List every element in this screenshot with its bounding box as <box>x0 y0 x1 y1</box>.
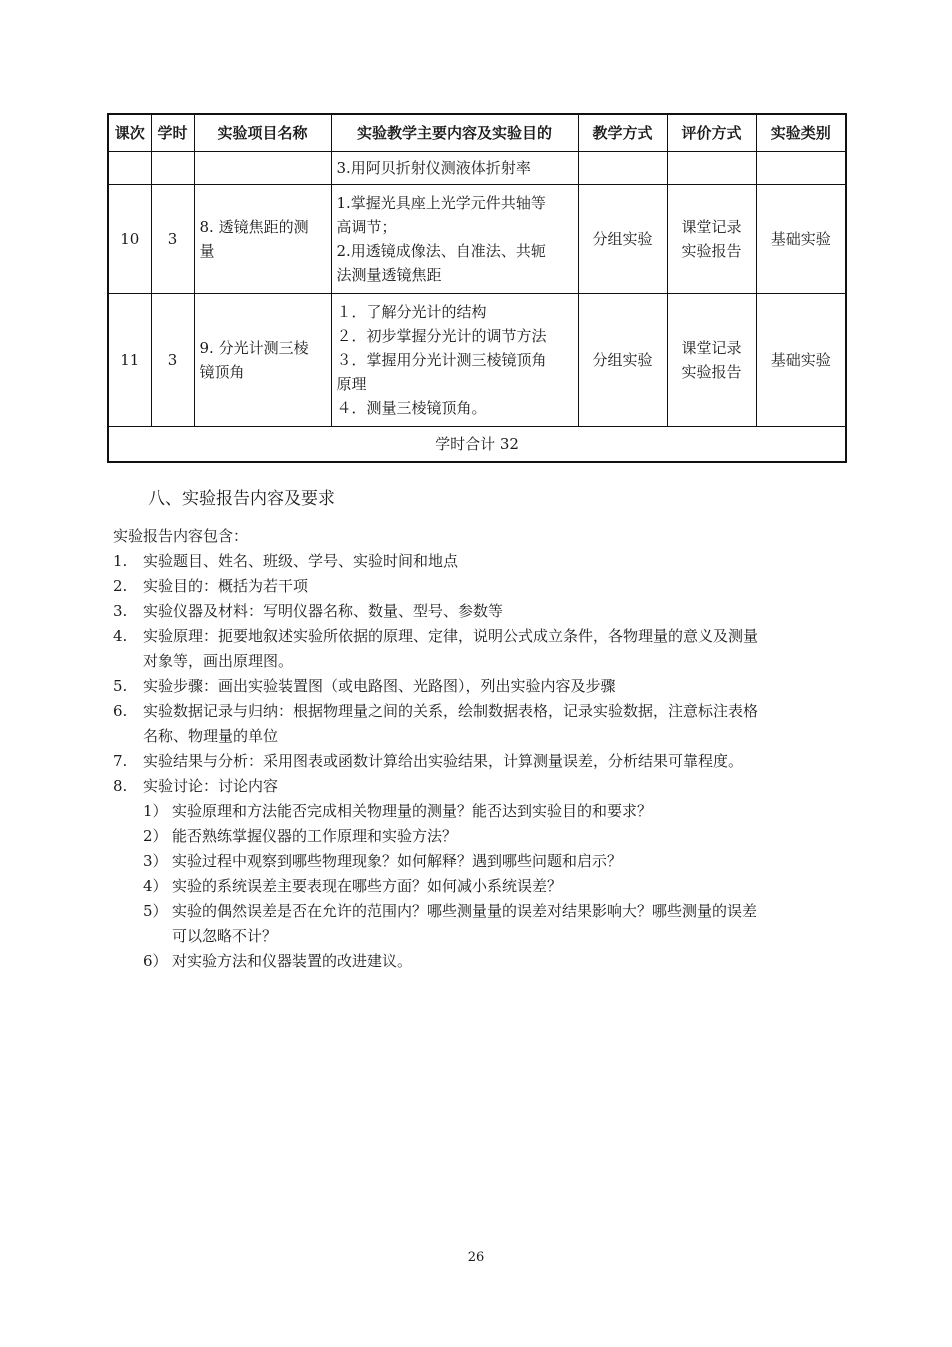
table-row <box>108 152 846 185</box>
sub-list-item <box>113 824 843 849</box>
list-item-text: 实验目的：概括为若干项 <box>143 577 309 595</box>
name-line: 镜顶角 <box>199 363 245 381</box>
sub-item-text: 实验原理和方法能否完成相关物理量的测量？能否达到实验目的和要求？ <box>172 802 653 820</box>
content-line: ４．测量三棱镜顶角。 <box>336 399 487 417</box>
sub-item-text: 实验过程中观察到哪些物理现象？如何解释？遇到哪些问题和启示？ <box>172 852 623 870</box>
list-item-text: 实验步骤：画出实验装置图（或电路图、光路图），列出实验内容及步骤 <box>143 677 616 695</box>
sub-item-text: 实验的偶然误差是否在允许的范围内？哪些测量量的误差对结果影响大？哪些测量的误差 <box>172 902 758 920</box>
page-number: 26 <box>467 1250 485 1265</box>
name-line: 9. 分光计测三棱 <box>199 339 309 357</box>
cell-evaluation <box>667 294 756 427</box>
list-item-text: 对象等，画出原理图。 <box>143 652 294 670</box>
content-line: 1.掌握光具座上光学元件共轴等 <box>336 194 546 212</box>
cell-evaluation <box>667 185 756 294</box>
list-item <box>113 674 843 699</box>
sub-item-text: 可以忽略不计？ <box>172 927 278 945</box>
list-item-number: 6. <box>113 702 128 720</box>
cell-content <box>331 152 578 185</box>
header-content: 实验教学主要内容及实验目的 <box>331 114 578 152</box>
list-item-text: 实验原理：扼要地叙述实验所依据的原理、定律，说明公式成立条件，各物理量的意义及测量 <box>143 627 759 645</box>
list-item <box>113 549 843 574</box>
list-item <box>113 599 843 624</box>
list-item-number: 1. <box>113 552 128 570</box>
list-item-text: 实验题目、姓名、班级、学号、实验时间和地点 <box>143 552 459 570</box>
content-line: 高调节； <box>336 218 397 236</box>
header-hours: 学时 <box>151 114 194 152</box>
list-item-number: 8. <box>113 777 128 795</box>
header-category: 实验类别 <box>756 114 846 152</box>
cell-project-name <box>194 294 331 427</box>
header-project-name: 实验项目名称 <box>194 114 331 152</box>
cell-hours: 3 <box>151 185 194 294</box>
list-item-text: 名称、物理量的单位 <box>143 727 279 745</box>
evaluation-line: 实验报告 <box>681 242 742 260</box>
list-item-text: 实验仪器及材料：写明仪器名称、数量、型号、参数等 <box>143 602 504 620</box>
name-line: 量 <box>199 242 215 260</box>
evaluation-line: 实验报告 <box>681 363 742 381</box>
header-evaluation: 评价方式 <box>667 114 756 152</box>
list-item-number: 3. <box>113 602 128 620</box>
list-item <box>113 699 843 749</box>
header-teaching-method: 教学方式 <box>578 114 667 152</box>
sub-item-text: 能否熟练掌握仪器的工作原理和实验方法？ <box>172 827 458 845</box>
content-line: 原理 <box>336 375 367 393</box>
list-item-text: 实验结果与分析：采用图表或函数计算给出实验结果，计算测量误差，分析结果可靠程度。 <box>143 752 744 770</box>
sub-item-number: 3） <box>143 852 168 870</box>
name-line: 8. 透镜焦距的测 <box>199 218 309 236</box>
list-item <box>113 749 843 774</box>
cell-category: 基础实验 <box>756 185 846 294</box>
sub-list-item <box>113 849 843 874</box>
sub-item-text: 实验的系统误差主要表现在哪些方面？如何减小系统误差？ <box>172 877 563 895</box>
section-title: 八、实验报告内容及要求 <box>148 489 335 509</box>
cell-teaching-method: 分组实验 <box>578 294 667 427</box>
cell-content <box>331 185 578 294</box>
evaluation-line: 课堂记录 <box>681 339 742 357</box>
table-total-row <box>108 427 846 463</box>
list-item-number: 5. <box>113 677 128 695</box>
total-hours-cell: 学时合计 32 <box>108 427 846 463</box>
table-row <box>108 294 846 427</box>
list-item-number: 7. <box>113 752 128 770</box>
cell-lesson <box>108 152 151 185</box>
sub-item-number: 2） <box>143 827 168 845</box>
course-schedule-table <box>107 113 847 463</box>
sub-item-number: 1） <box>143 802 168 820</box>
sub-list-item <box>113 949 843 974</box>
content-line: ３．掌握用分光计测三棱镜顶角 <box>336 351 547 369</box>
cell-project-name <box>194 152 331 185</box>
list-item-number: 4. <box>113 627 128 645</box>
cell-category <box>756 152 846 185</box>
sub-item-number: 4） <box>143 877 168 895</box>
sub-list-item <box>113 899 843 949</box>
table-header-row <box>108 114 846 152</box>
content-line: １．了解分光计的结构 <box>336 303 487 321</box>
header-lesson: 课次 <box>108 114 151 152</box>
cell-teaching-method <box>578 152 667 185</box>
cell-project-name <box>194 185 331 294</box>
list-item <box>113 574 843 599</box>
content-line: 法测量透镜焦距 <box>336 266 442 284</box>
sub-list-item <box>113 799 843 824</box>
cell-teaching-method: 分组实验 <box>578 185 667 294</box>
list-item-text: 实验数据记录与归纳：根据物理量之间的关系，绘制数据表格，记录实验数据，注意标注表格 <box>143 702 759 720</box>
cell-hours: 3 <box>151 294 194 427</box>
evaluation-line: 课堂记录 <box>681 218 742 236</box>
cell-hours <box>151 152 194 185</box>
list-item-text: 实验讨论：讨论内容 <box>143 777 279 795</box>
content-line: ２．初步掌握分光计的调节方法 <box>336 327 547 345</box>
sub-item-text: 对实验方法和仪器装置的改进建议。 <box>172 952 413 970</box>
sub-item-number: 6） <box>143 952 168 970</box>
table-row <box>108 185 846 294</box>
report-requirements <box>113 524 843 974</box>
cell-evaluation <box>667 152 756 185</box>
list-item <box>113 774 843 799</box>
content-line: 3.用阿贝折射仪测液体折射率 <box>336 159 531 177</box>
cell-lesson: 10 <box>108 185 151 294</box>
sub-list-item <box>113 874 843 899</box>
sub-item-number: 5） <box>143 902 168 920</box>
cell-content <box>331 294 578 427</box>
list-item <box>113 624 843 674</box>
cell-lesson: 11 <box>108 294 151 427</box>
list-item-number: 2. <box>113 577 128 595</box>
report-intro: 实验报告内容包含： <box>113 527 249 545</box>
cell-category: 基础实验 <box>756 294 846 427</box>
content-line: 2.用透镜成像法、自准法、共轭 <box>336 242 546 260</box>
